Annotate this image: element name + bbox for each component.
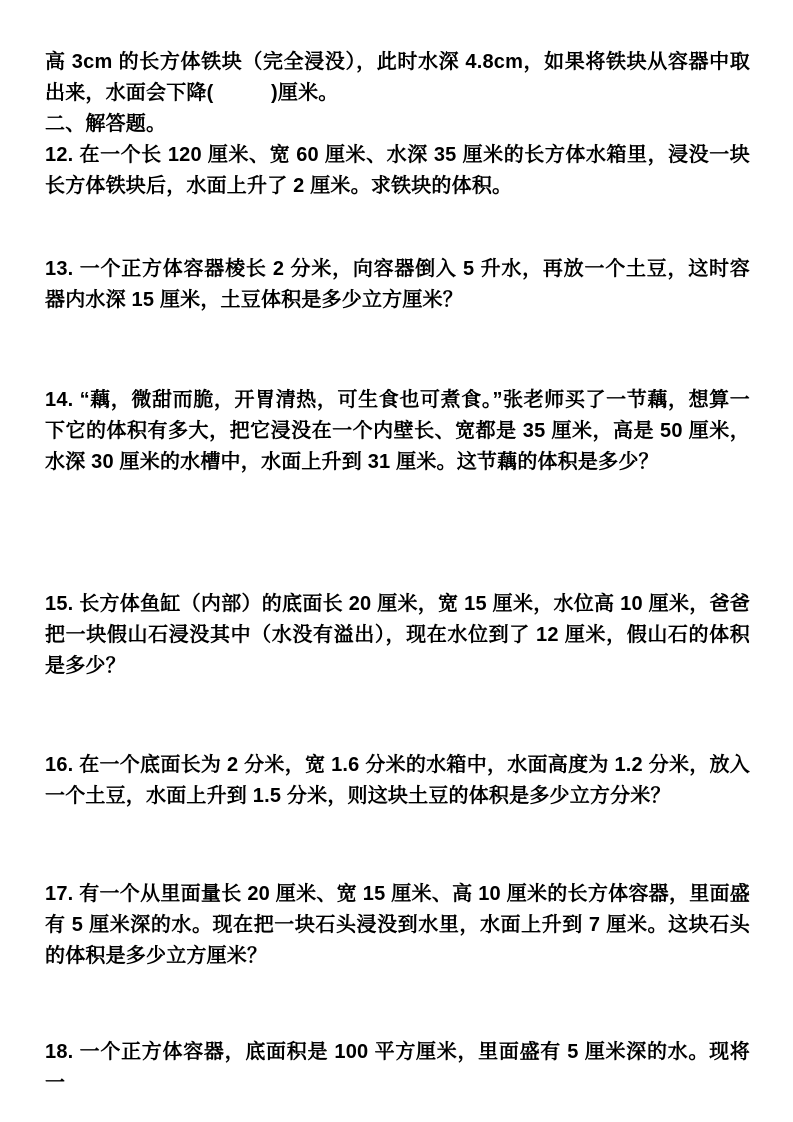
problem-15-text: 15. 长方体鱼缸（内部）的底面长 20 厘米，宽 15 厘米，水位高 10 厘米，爸爸把一块假山石浸没其中（水没有溢出），现在水位到了 12 厘米，假山石的体积是多少？ (45, 593, 750, 677)
problem-17-text: 17. 有一个从里面量长 20 厘米、宽 15 厘米、高 10 厘米的长方体容器，里面盛有 5 厘米深的水。现在把一块石头浸没到水里，水面上升到 7 厘米。这块石头的体积是多少立方厘米？ (45, 883, 750, 967)
problem-11-continuation-text: 高 3cm 的长方体铁块（完全浸没），此时水深 4.8cm，如果将铁块从容器中取出来，水面会下降( )厘米。 (45, 51, 750, 104)
section-heading: 二、解答题。 (45, 113, 167, 135)
problem-16-text: 16. 在一个底面长为 2 分米，宽 1.6 分米的水箱中，水面高度为 1.2 分米，放入一个土豆，水面上升到 1.5 分米，则这块土豆的体积是多少立方分米？ (45, 754, 750, 807)
problem-12-text: 12. 在一个长 120 厘米、宽 60 厘米、水深 35 厘米的长方体水箱里，浸没一块长方体铁块后，水面上升了 2 厘米。求铁块的体积。 (45, 144, 750, 197)
problem-13-text: 13. 一个正方体容器棱长 2 分米，向容器倒入 5 升水，再放一个土豆，这时容器内水深 15 厘米，土豆体积是多少立方厘米？ (45, 258, 750, 311)
problem-18-text: 18. 一个正方体容器，底面积是 100 平方厘米，里面盛有 5 厘米深的水。现将一 (45, 1041, 750, 1094)
problem-14-text: 14. “藕，微甜而脆，开胃清热，可生食也可煮食。”张老师买了一节藕，想算一下它的体积有多大，把它浸没在一个内壁长、宽都是 35 厘米，高是 50 厘米，水深 30 厘米的水槽中，水面上升到 31 厘米。这节藕的体积是多少？ (45, 389, 750, 473)
